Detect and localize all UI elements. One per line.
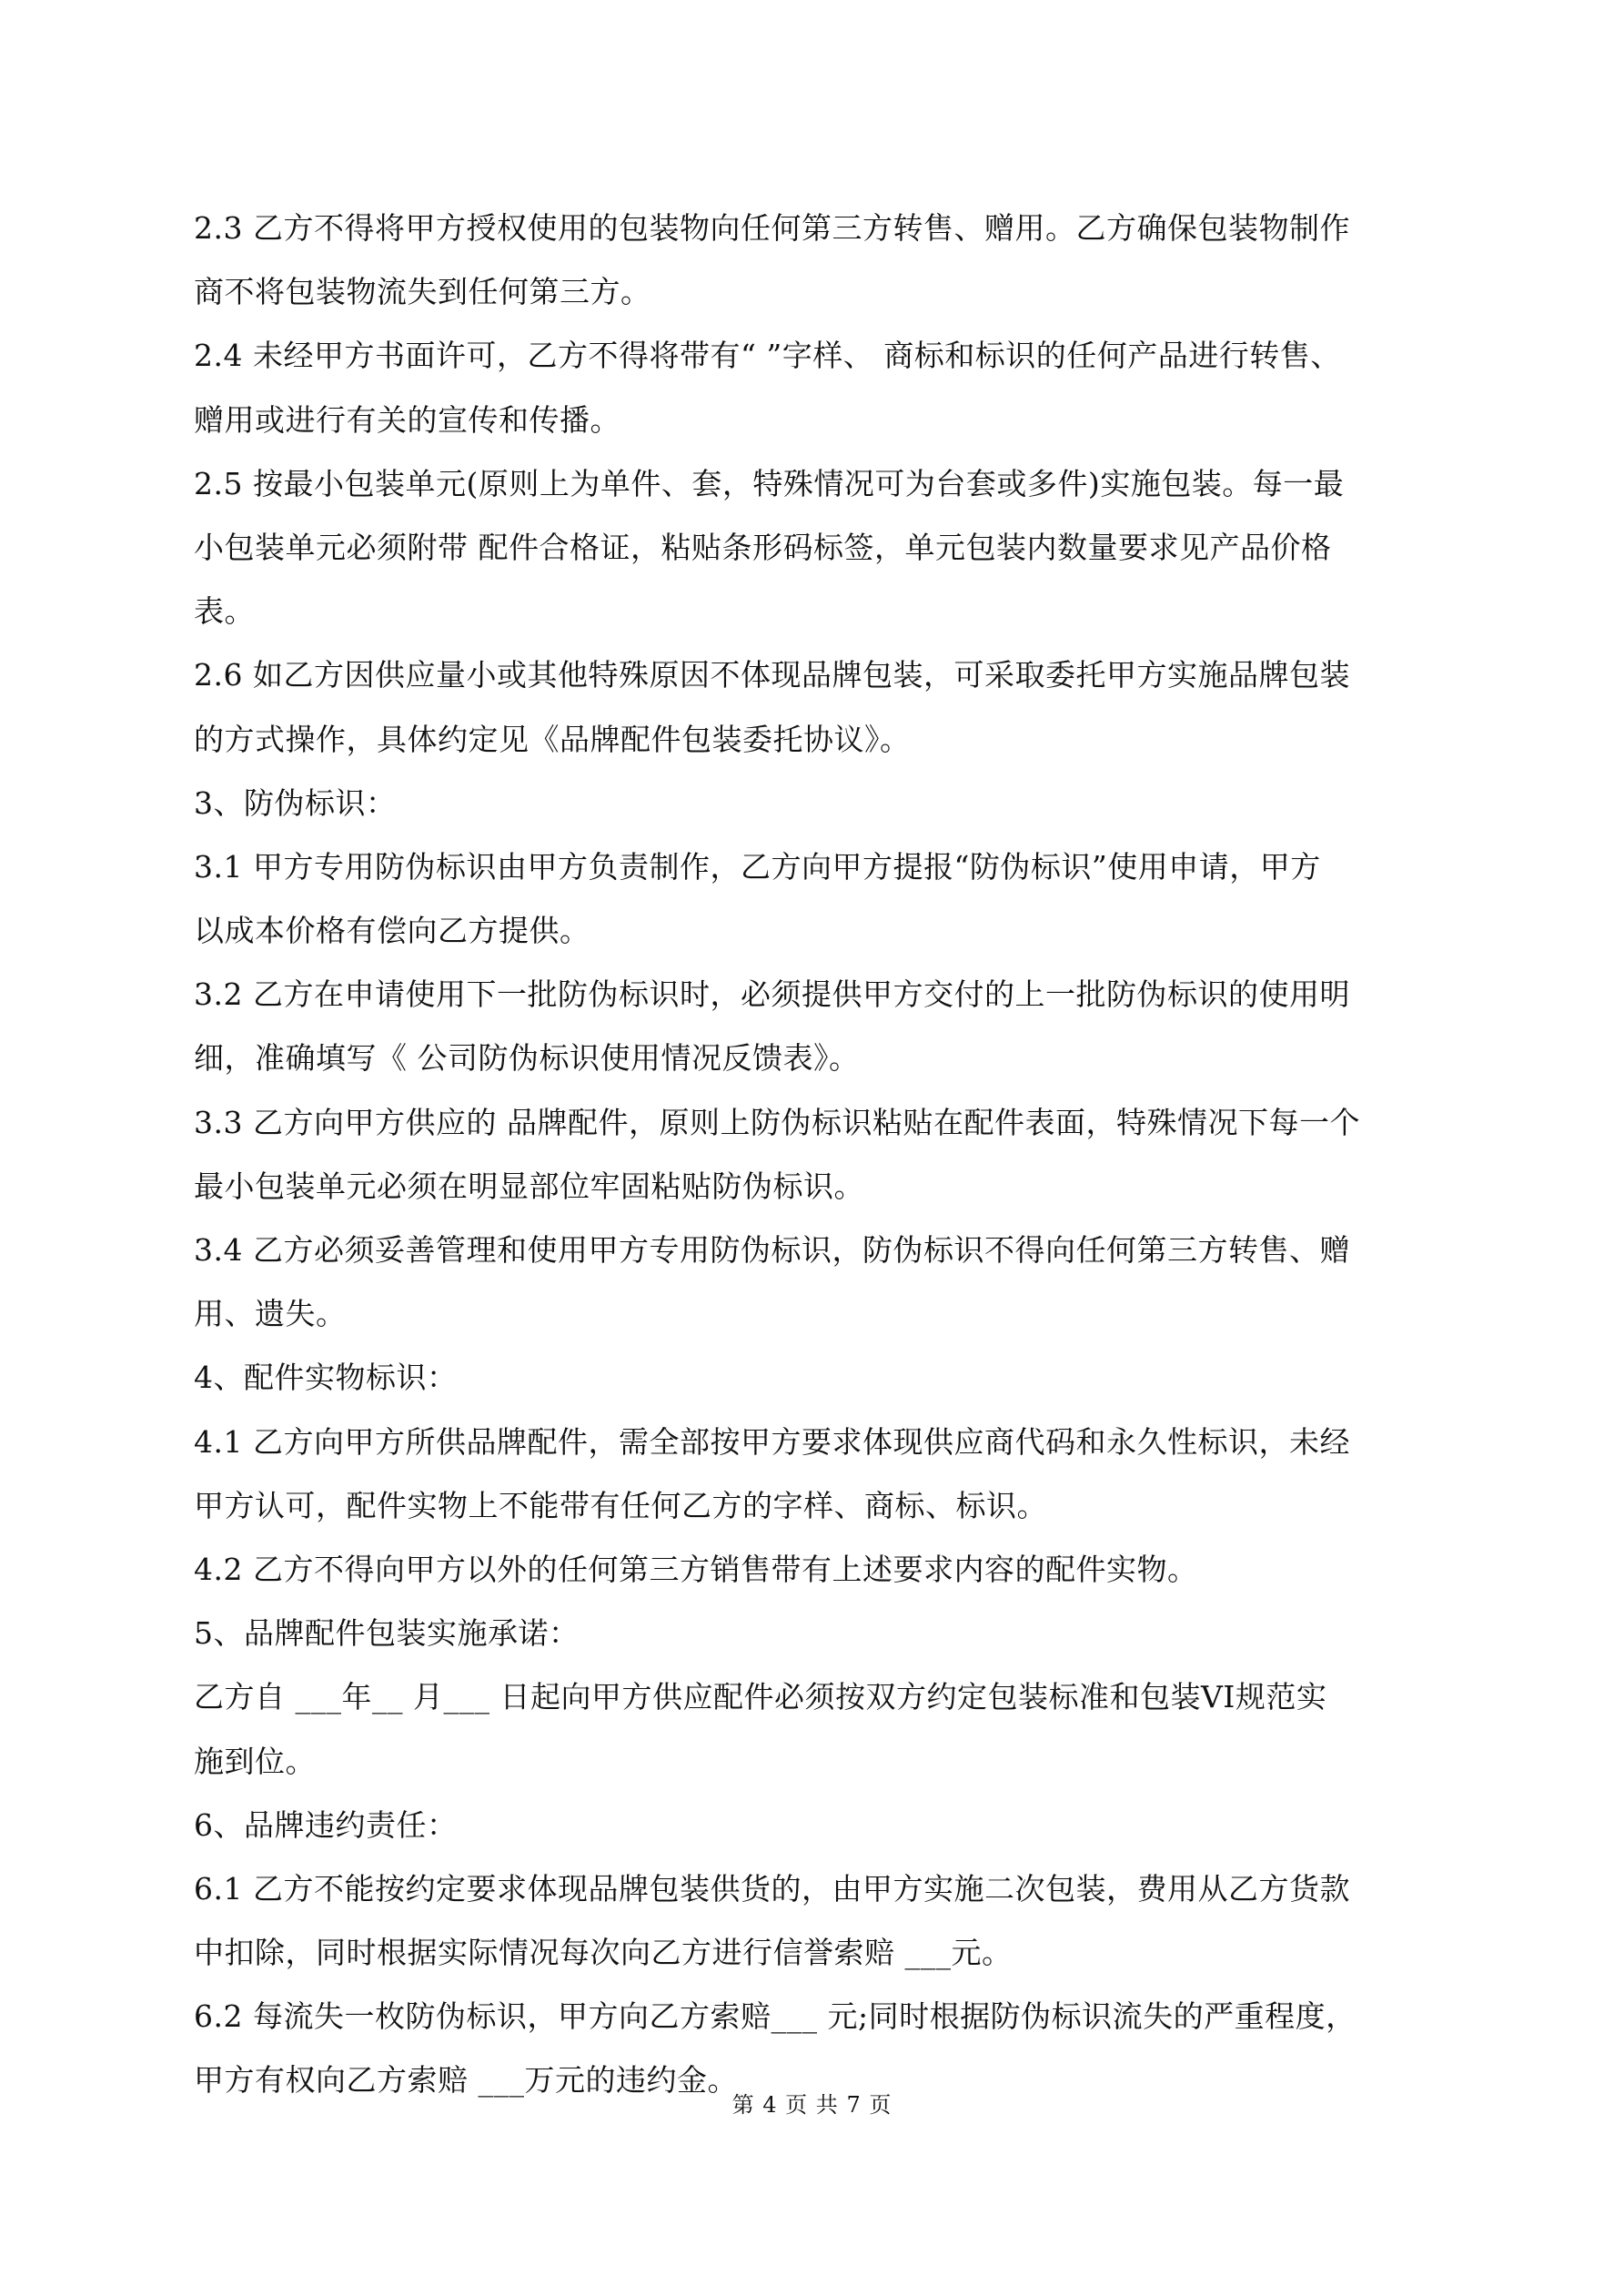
text-line: 2.4 未经甲方书面许可，乙方不得将带有“ ”字样、 商标和标识的任何产品进行转售、 (194, 338, 1341, 374)
text-line: 2.3 乙方不得将甲方授权使用的包装物向任何第三方转售、赠用。乙方确保包装物制作 (194, 210, 1350, 246)
text-line: 2.6 如乙方因供应量小或其他特殊原因不体现品牌包装，可采取委托甲方实施品牌包装 (194, 657, 1350, 693)
text-line: 2.5 按最小包装单元(原则上为单件、套，特殊情况可为台套或多件)实施包装。每一最 (194, 465, 1345, 501)
text-line: 6.2 每流失一枚防伪标识，甲方向乙方索赔___ 元;同时根据防伪标识流失的严重程度， (194, 1998, 1357, 2035)
text-line: 施到位。 (194, 1743, 316, 1779)
section-heading: 5、品牌配件包装实施承诺： (194, 1615, 580, 1652)
text-line: 以成本价格有偿向乙方提供。 (194, 913, 590, 949)
text-line: 的方式操作，具体约定见《品牌配件包装委托协议》。 (194, 721, 911, 757)
section-heading: 3、防伪标识： (194, 784, 397, 821)
text-line: 3.1 甲方专用防伪标识由甲方负责制作，乙方向甲方提报“防伪标识”使用申请，甲方 (194, 848, 1321, 885)
section-heading: 6、品牌违约责任： (194, 1806, 458, 1843)
section-heading: 4、配件实物标识： (194, 1360, 458, 1396)
text-line: 用、遗失。 (194, 1296, 347, 1332)
text-line: 4.1 乙方向甲方所供品牌配件，需全部按甲方要求体现供应商代码和永久性标识，未经 (194, 1423, 1350, 1460)
document-body (194, 197, 1431, 2113)
text-line: 3.2 乙方在申请使用下一批防伪标识时，必须提供甲方交付的上一批防伪标识的使用明 (194, 976, 1350, 1013)
text-line: 小包装单元必须附带 配件合格证，粘贴条形码标签，单元包装内数量要求见产品价格 (194, 529, 1332, 565)
text-line: 4.2 乙方不得向甲方以外的任何第三方销售带有上述要求内容的配件实物。 (194, 1551, 1198, 1587)
text-line: 细，准确填写《 公司防伪标识使用情况反馈表》。 (194, 1040, 860, 1077)
text-line: 中扣除，同时根据实际情况每次向乙方进行信誉索赔 ___元。 (194, 1935, 1013, 1971)
text-line: 商不将包装物流失到任何第三方。 (194, 274, 651, 310)
text-line: 6.1 乙方不能按约定要求体现品牌包装供货的，由甲方实施二次包装，费用从乙方货款 (194, 1870, 1350, 1907)
text-line: 乙方自 ___年__ 月___ 日起向甲方供应配件必须按双方约定包装标准和包装VI规范实 (194, 1679, 1327, 1715)
text-line: 表。 (194, 593, 255, 630)
text-line: 最小包装单元必须在明显部位牢固粘贴防伪标识。 (194, 1168, 864, 1204)
text-line: 3.3 乙方向甲方供应的 品牌配件，原则上防伪标识粘贴在配件表面，特殊情况下每一个 (194, 1104, 1360, 1140)
text-line: 甲方有权向乙方索赔 ___万元的违约金。 (194, 2062, 738, 2099)
text-line: 3.4 乙方必须妥善管理和使用甲方专用防伪标识，防伪标识不得向任何第三方转售、赠 (194, 1232, 1350, 1268)
page-number-footer: 第 4 页 共 7 页 (731, 2092, 893, 2118)
text-line: 甲方认可，配件实物上不能带有任何乙方的字样、商标、标识。 (194, 1487, 1047, 1523)
text-line: 赠用或进行有关的宣传和传播。 (194, 401, 620, 438)
